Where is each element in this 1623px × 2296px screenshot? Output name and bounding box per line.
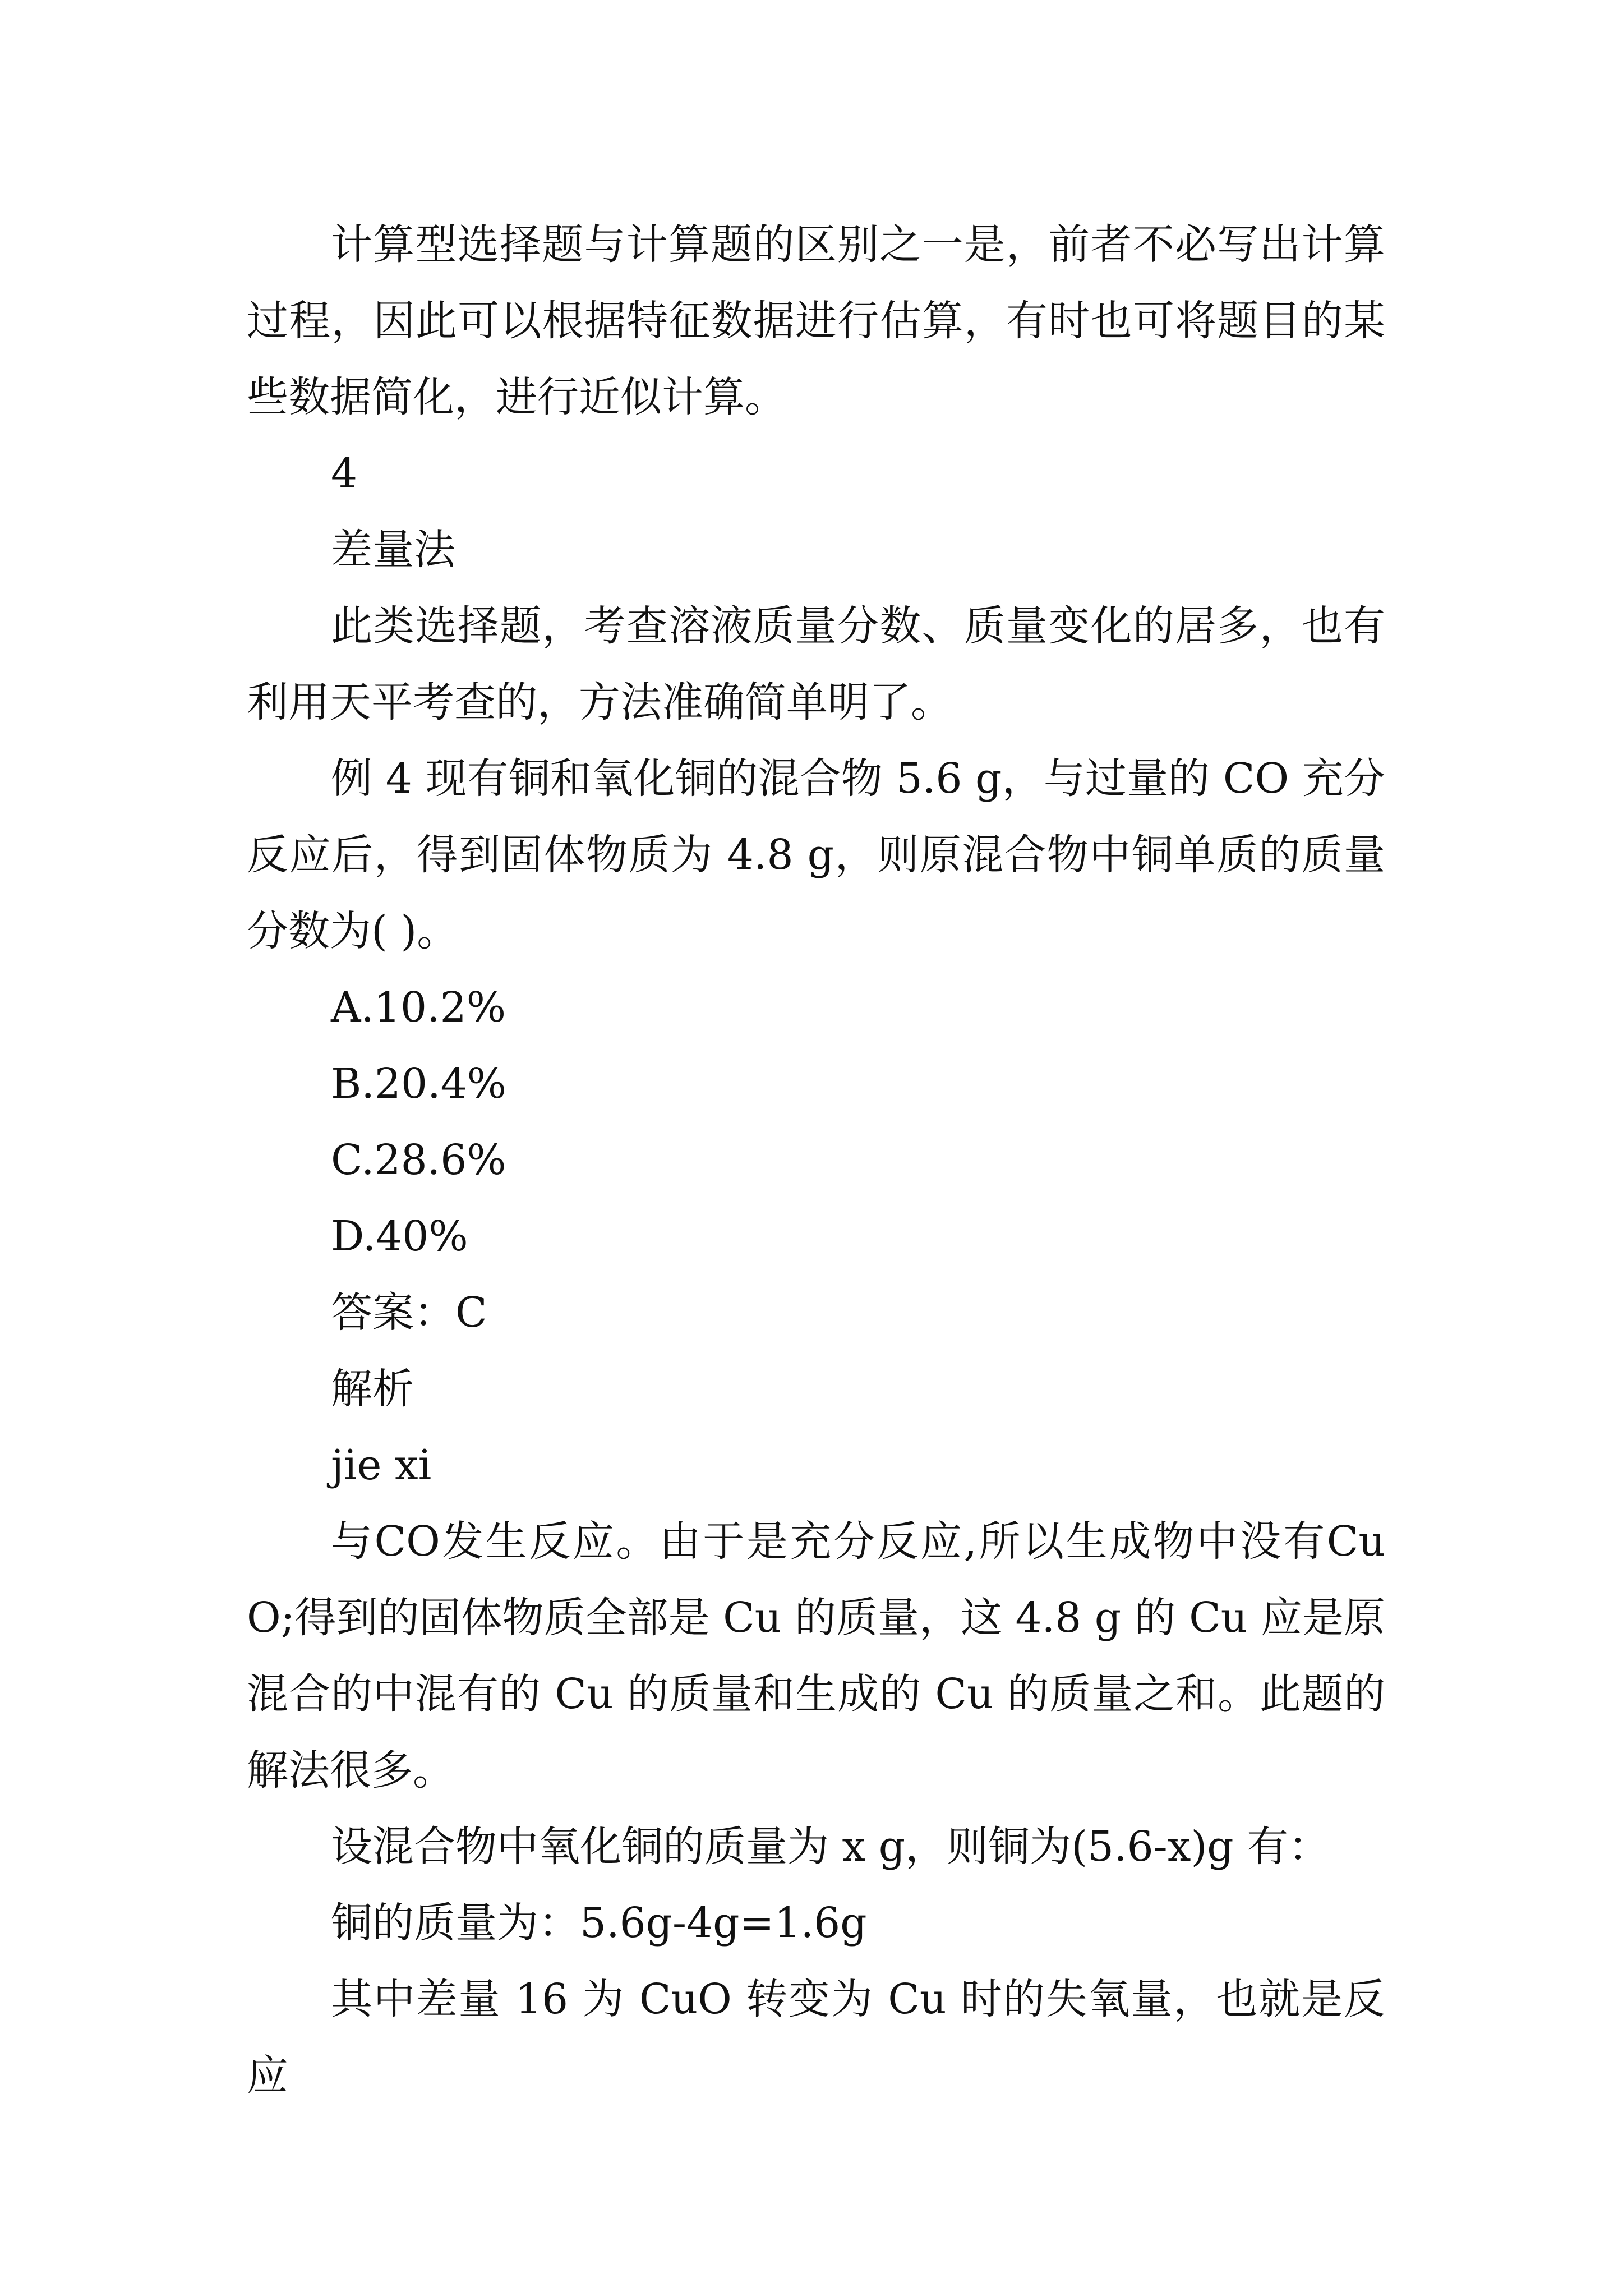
analysis-heading: 解析 [331, 1365, 414, 1413]
paragraph-estimation-note: 计算型选择题与计算题的区别之一是，前者不必写出计算过程，因此可以根据特征数据进行估算，有时也可将题目的某些数据简化，进行近似计算。 [247, 220, 1385, 421]
paragraph-assumption: 设混合物中氧化铜的质量为 x g，则铜为(5.6-x)g 有： [331, 1823, 1330, 1871]
option-c: C.28.6% [331, 1136, 506, 1184]
paragraph-method-description: 此类选择题，考查溶液质量分数、质量变化的居多，也有利用天平考查的，方法准确简单明了。 [247, 602, 1385, 726]
document-body [247, 206, 1385, 2114]
answer-line: 答案：C [331, 1289, 487, 1337]
paragraph-example-question: 例 4 现有铜和氧化铜的混合物 5.6 g，与过量的 CO 充分反应后，得到固体物质为 4.8 g，则原混合物中铜单质的质量分数为( )。 [247, 754, 1385, 955]
paragraph-analysis: 与CO发生反应。由于是充分反应,所以生成物中没有CuO;得到的固体物质全部是 Cu 的质量，这 4.8 g 的 Cu 应是原混合的中混有的 Cu 的质量和生成的 Cu 的质量之和。此题的解法很多。 [247, 1517, 1385, 1795]
option-a: A.10.2% [331, 983, 506, 1032]
paragraph-difference-explanation: 其中差量 16 为 CuO 转变为 Cu 时的失氧量，也就是反应 [247, 1975, 1385, 2100]
paragraph-copper-mass: 铜的质量为：5.6g-4g=1.6g [331, 1899, 867, 1947]
option-b: B.20.4% [331, 1060, 506, 1108]
section-title: 差量法 [331, 526, 455, 574]
option-d: D.40% [331, 1212, 468, 1260]
analysis-pinyin: jie xi [331, 1441, 432, 1489]
section-number: 4 [331, 449, 358, 498]
